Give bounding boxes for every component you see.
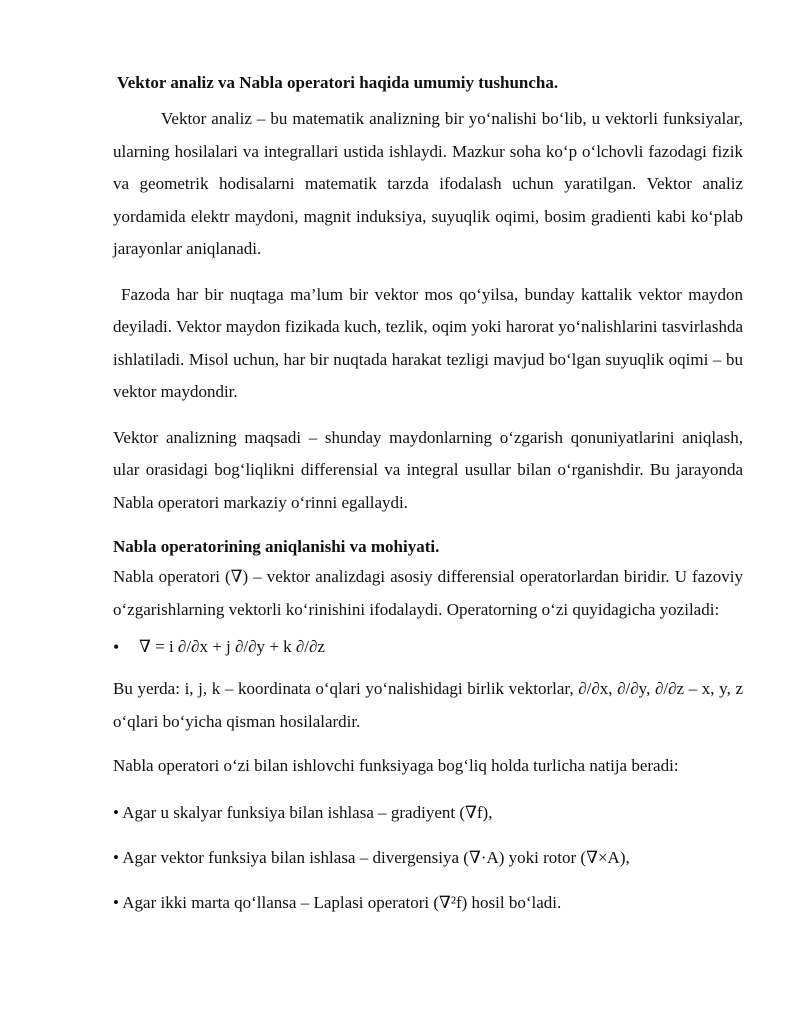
nabla-formula: ∇ = i ∂/∂x + j ∂/∂y + k ∂/∂z <box>139 637 325 656</box>
paragraph-vector-field: Fazoda har bir nuqtaga ma’lum bir vektor mos qo‘yilsa, bunday kattalik vektor maydon deyiladi. Vektor maydon fizikada kuch, tezlik, oqim yoki harorat yo‘nalishlarini tasvirlashda ishlatiladi. Misol uchun, har bir nuqtada harakat tezligi mavjud bo‘lgan suyuqlik oqimi – bu vektor maydondir. <box>113 284 743 401</box>
paragraph-nabla-intro: Nabla operatori (∇) – vektor analizdagi asosiy differensial operatorlardan biridir. U fazoviy o‘zgarishlarning vektorli ko‘rinishini ifodalaydi. Operatorning o‘zi quyidagicha yoziladi: <box>113 567 743 619</box>
formula-list-item <box>113 635 743 659</box>
paragraph-analysis-goal: Vektor analizning maqsadi – shunday maydonlarning o‘zgarish qonuniyatlarini aniqlash, ular orasidagi bog‘liqlikni differensial va integral usullar bilan o‘rganishdir. Bu jarayonda Nabla operatori markaziy o‘rinni egallaydi. <box>113 427 743 512</box>
section-heading-vector-analysis: Vektor analiz va Nabla operatori haqida umumiy tushuncha. <box>117 73 559 92</box>
bullet-laplace: • Agar ikki marta qo‘llansa – Laplasi operatori (∇²f) hosil bo‘ladi. <box>113 892 562 912</box>
paragraph-nabla-results: Nabla operatori o‘zi bilan ishlovchi funksiyaga bog‘liq holda turlicha natija beradi: <box>113 756 679 775</box>
bullet-gradient: • Agar u skalyar funksiya bilan ishlasa – gradiyent (∇f), <box>113 802 493 822</box>
bullet-divergence-rotor: • Agar vektor funksiya bilan ishlasa – divergensiya (∇·A) yoki rotor (∇×A), <box>113 847 630 867</box>
paragraph-vector-analysis-intro: Vektor analiz – bu matematik analizning bir yo‘nalishi bo‘lib, u vektorli funksiyalar, ularning hosilalari va integrallari ustida ishlaydi. Mazkur soha ko‘p o‘lchovli fazodagi fizik va geometrik hodisalarni matematik tarzda ifodalash uchun yaratilgan. Vektor analiz yordamida elektr maydoni, magnit induksiya, suyuqlik oqimi, bosim gradienti kabi ko‘plab jarayonlar aniqlanadi. <box>113 109 743 258</box>
document-page <box>113 72 743 915</box>
section-heading-nabla-definition: Nabla operatorining aniqlanishi va mohiyati. <box>113 537 440 556</box>
paragraph-formula-explanation: Bu yerda: i, j, k – koordinata o‘qlari yo‘nalishidagi birlik vektorlar, ∂/∂x, ∂/∂y, ∂/∂z – x, y, z o‘qlari bo‘yicha qisman hosilalardir. <box>113 679 743 731</box>
bullet-marker: • <box>113 637 120 657</box>
